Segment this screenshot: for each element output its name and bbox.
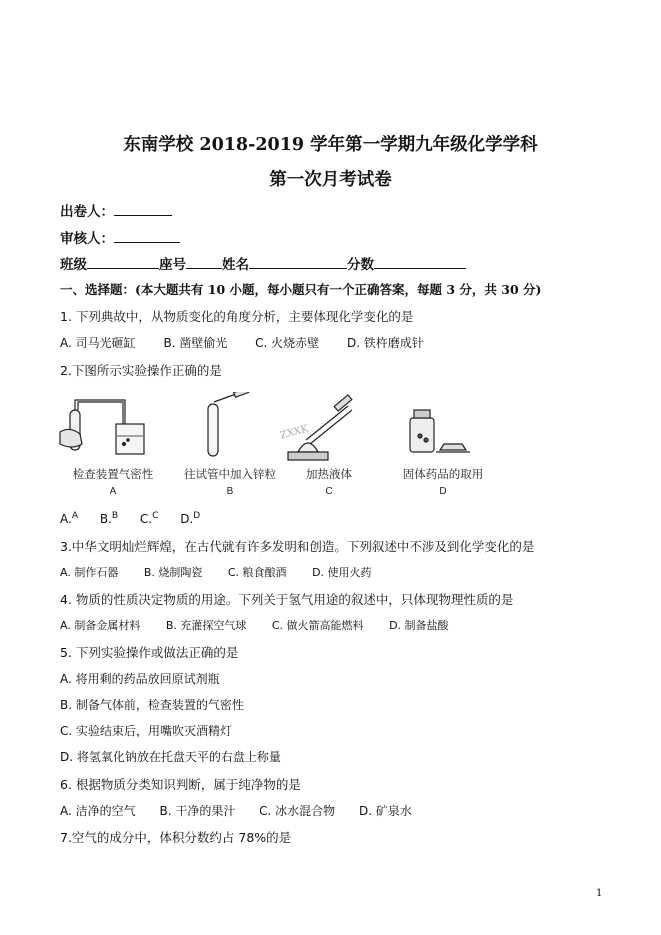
lab-figure-drawing: [58, 392, 498, 464]
question-6-stem: 6. 根据物质分类知识判断，属于纯净物的是: [60, 777, 301, 792]
airtightness-apparatus-icon: [60, 400, 144, 454]
caption-c: 加热液体: [306, 467, 352, 481]
option-b[interactable]: B. 干净的果汁: [159, 804, 236, 818]
exam-title-line1: 东南学校 2018-2019 学年第一学期九年级化学学科: [123, 135, 538, 155]
section-heading: 一、选择题：(本大题共有 10 小题，每小题只有一个正确答案，每题 3 分，共 30 分): [60, 282, 542, 297]
score-label: 分数: [347, 257, 374, 273]
caption-d: 固体药品的取用: [402, 467, 484, 481]
heating-liquid-icon: [279, 395, 352, 460]
option-a[interactable]: A. 司马光砸缸: [60, 336, 136, 350]
option-d[interactable]: D.$^D$: [180, 511, 201, 526]
question-2-options: [60, 511, 218, 526]
zinc-tube-icon: [208, 392, 249, 456]
option-c[interactable]: C. 粮食酿酒: [227, 566, 287, 579]
page-number: 1: [596, 888, 603, 899]
option-b[interactable]: B. 烧制陶瓷: [143, 566, 203, 579]
figure-letter-b: B: [226, 486, 234, 497]
name-label: 姓名: [222, 257, 249, 273]
option-d[interactable]: D. 制备盐酸: [389, 619, 449, 632]
question-5-option-b[interactable]: B. 制备气体前，检查装置的气密性: [60, 698, 244, 712]
figure-letter-d: D: [439, 486, 447, 497]
svg-text:ZXXK: ZXXK: [279, 423, 310, 442]
question-5-option-c[interactable]: C. 实验结束后，用嘴吹灭酒精灯: [60, 724, 233, 738]
name-blank[interactable]: [249, 254, 347, 269]
seat-label: 座号: [159, 257, 186, 273]
option-c[interactable]: C.$^C$: [139, 511, 159, 526]
setter-field: [60, 200, 172, 220]
option-d[interactable]: D. 使用火药: [312, 566, 372, 579]
question-3-stem: 3.中华文明灿烂辉煌，在古代就有许多发明和创造。下列叙述中不涉及到化学变化的是: [60, 539, 535, 554]
lab-operations-figure: [58, 392, 498, 502]
caption-b: 往试管中加入锌粒: [184, 467, 276, 481]
option-b[interactable]: B.$^B$: [99, 511, 119, 526]
reviewer-label: 审核人：: [60, 231, 114, 247]
question-5-stem: 5. 下列实验操作或做法正确的是: [60, 645, 239, 660]
exam-title-line2: 第一次月考试卷: [269, 170, 392, 190]
option-c[interactable]: C. 冰水混合物: [259, 804, 336, 818]
option-a[interactable]: A. 制作石器: [60, 566, 119, 579]
question-5-option-a[interactable]: A. 将用剩的药品放回原试剂瓶: [60, 672, 220, 686]
figure-letter-c: C: [325, 486, 333, 497]
solid-reagent-icon: [410, 410, 470, 452]
question-4-stem: 4. 物质的性质决定物质的用途。下列关于氢气用途的叙述中，只体现物理性质的是: [60, 592, 514, 607]
option-c[interactable]: C. 做火箭高能燃料: [271, 619, 364, 632]
option-d[interactable]: D. 矿泉水: [359, 804, 412, 818]
caption-a: 检查装置气密性: [72, 467, 154, 481]
setter-blank[interactable]: [114, 201, 172, 216]
reviewer-field: [60, 227, 180, 247]
reviewer-blank[interactable]: [114, 228, 180, 243]
question-4-options: [60, 617, 471, 633]
seat-blank[interactable]: [186, 254, 222, 269]
student-info-row: [60, 253, 466, 273]
setter-label: 出卷人：: [60, 204, 114, 220]
option-d[interactable]: D. 铁杵磨成针: [347, 336, 424, 350]
question-2-stem: 2.下图所示实验操作正确的是: [60, 363, 222, 378]
class-blank[interactable]: [87, 254, 159, 269]
question-3-options: [60, 564, 394, 580]
score-blank[interactable]: [374, 254, 466, 269]
figure-letter-a: A: [109, 486, 117, 497]
option-a[interactable]: A. 制备金属材料: [60, 619, 141, 632]
question-1-stem: 1. 下列典故中，从物质变化的角度分析，主要体现化学变化的是: [60, 309, 414, 324]
question-6-options: [60, 802, 432, 819]
question-7-stem: 7.空气的成分中，体积分数约占 78%的是: [60, 830, 292, 845]
question-5-option-d[interactable]: D. 将氢氧化钠放在托盘天平的右盘上称量: [60, 750, 281, 764]
option-b[interactable]: B. 充灌探空气球: [165, 619, 247, 632]
option-c[interactable]: C. 火烧赤壁: [255, 336, 320, 350]
option-a[interactable]: A.$^A$: [60, 511, 78, 526]
class-label: 班级: [60, 257, 87, 273]
option-b[interactable]: B. 凿壁偷光: [163, 336, 228, 350]
option-a[interactable]: A. 洁净的空气: [60, 804, 136, 818]
question-1-options: [60, 334, 448, 351]
